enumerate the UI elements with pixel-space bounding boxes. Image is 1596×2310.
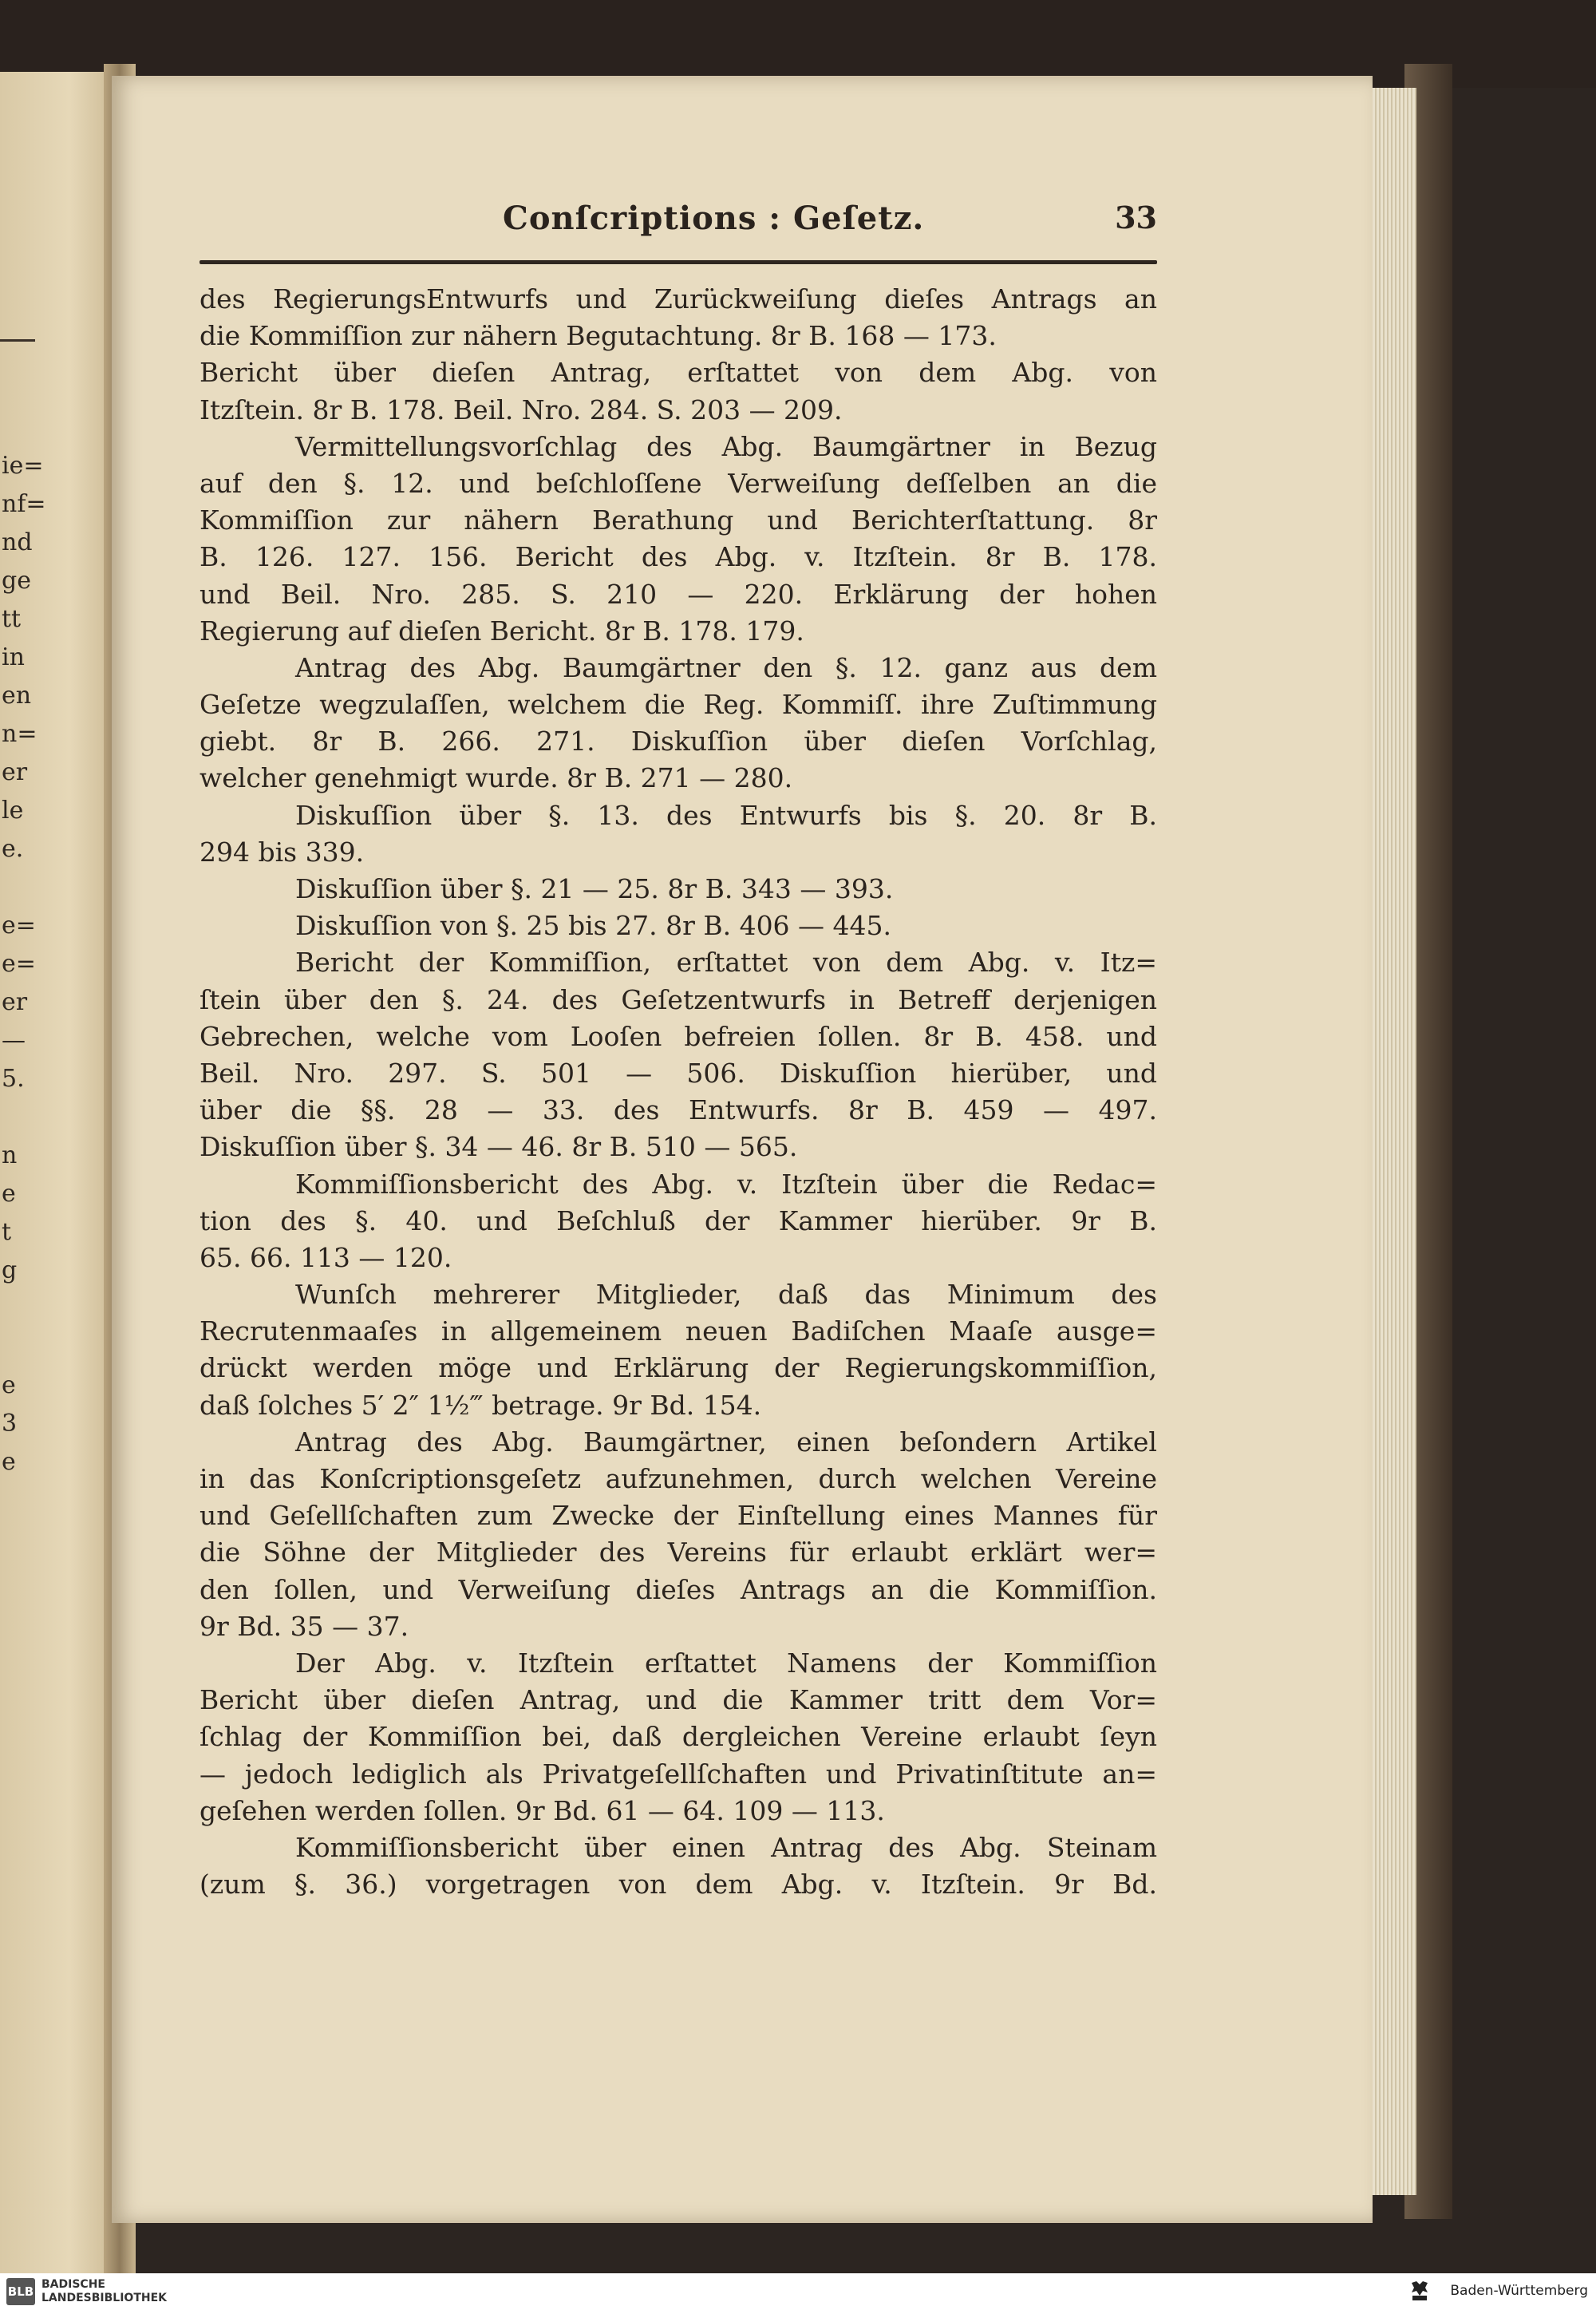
left-fragment: t [2,1218,12,1246]
footer-bar [0,2273,1596,2310]
text-line: giebt. 8r B. 266. 271. Diskuſſion über dieſen Vorſchlag, [200,726,1157,757]
left-fragment [0,1328,35,1367]
running-title: Conſcriptions : Geſetz. [503,200,925,237]
state-label: Baden-Württemberg [1450,2283,1588,2299]
text-line: Recrutenmaaſes in allgemeinem neuen Badiſchen Maaſe ausge= [200,1315,1157,1347]
left-fragment: g [2,1256,18,1284]
text-line: geſehen werden ſollen. 9r Bd. 61 — 64. 109 — 113. [200,1794,885,1826]
text-line: Bericht der Kommiſſion, erſtattet von dem Abg. v. Itz= [295,947,1157,979]
text-line: tion des §. 40. und Beſchluß der Kammer hierüber. 9r B. [200,1204,1157,1236]
left-fragment: nf= [2,490,46,518]
text-line: den ſollen, und Verweiſung dieſes Antrags an die Kommiſſion. [200,1573,1157,1605]
text-line: Diskuſſion über §. 21 — 25. 8r B. 343 — 393. [295,873,894,904]
left-fragment: e [2,1180,16,1208]
state-emblem-icon [1409,2280,1430,2302]
left-fragment: e [2,1448,16,1476]
left-fragment: n= [2,720,38,748]
text-line: Wunſch mehrerer Mitglieder, daß das Minimum des [295,1279,1157,1311]
library-name-line-2: LANDESBIBLIOTHEK [41,2292,168,2304]
text-line: welcher genehmigt wurde. 8r B. 271 — 280. [200,762,793,794]
text-line: Vermittellungsvorſchlag des Abg. Baumgärtner in Bezug [295,430,1157,462]
left-fragment [0,1098,35,1137]
text-line: auf den §. 12. und beſchloſſene Verweiſung deſſelben an die [200,467,1157,499]
text-line: Diskuſſion von §. 25 bis 27. 8r B. 406 — 445. [295,910,892,942]
text-line: Beil. Nro. 297. S. 501 — 506. Diskuſſion hierüber, und [200,1057,1157,1089]
left-fragment: in [2,643,25,671]
text-line: Itzſtein. 8r B. 178. Beil. Nro. 284. S. 203 — 209. [200,394,843,425]
left-fragment: e. [2,835,24,863]
text-line: Diskuſſion über §. 13. des Entwurfs bis §. 20. 8r B. [295,799,1157,831]
text-line: Gebrechen, welche vom Looſen befreien ſollen. 8r B. 458. und [200,1020,1157,1052]
text-line: Antrag des Abg. Baumgärtner den §. 12. ganz aus dem [295,651,1157,683]
text-line: (zum §. 36.) vorgetragen von dem Abg. v. Itzſtein. 9r Bd. [200,1869,1157,1901]
left-fragment: ge [2,567,31,595]
left-fragment: 5. [2,1065,25,1093]
text-line: Antrag des Abg. Baumgärtner, einen beſondern Artikel [295,1426,1157,1458]
text-line: Diskuſſion über §. 34 — 46. 8r B. 510 — 565. [200,1131,798,1163]
left-fragment: le [2,797,24,825]
text-line: drückt werden möge und Erklärung der Regierungskommiſſion, [200,1352,1157,1384]
left-page-fragments [0,447,46,1481]
blb-logo: BLB [6,2278,35,2305]
text-line: Der Abg. v. Itzſtein erſtattet Namens der Kommiſſion [295,1647,1157,1679]
text-line: 294 bis 339. [200,836,365,868]
left-fragment: n [2,1141,18,1169]
page-number: 33 [1115,200,1157,235]
left-fragment: e= [2,912,36,939]
text-line: Geſetze wegzulaſſen, welchem die Reg. Kommiſſ. ihre Zuſtimmung [200,689,1157,721]
running-header [200,200,1157,247]
text-line: Bericht über dieſen Antrag, erſtattet von dem Abg. von [200,357,1157,389]
left-fragment: e= [2,950,36,978]
left-fragment: en [2,682,32,710]
text-line: und Beil. Nro. 285. S. 210 — 220. Erklärung der hohen [200,578,1157,610]
left-fragment: nd [2,528,33,556]
text-line: B. 126. 127. 156. Bericht des Abg. v. Itzſtein. 8r B. 178. [200,541,1157,573]
text-line: Kommiſſionsbericht über einen Antrag des Abg. Steinam [295,1831,1157,1863]
text-line: 65. 66. 113 — 120. [200,1241,452,1273]
text-line: die Kommiſſion zur nähern Begutachtung. 8r B. 168 — 173. [200,320,997,352]
library-name-line-1: BADISCHE [41,2278,105,2291]
left-fragment: ie= [2,452,44,480]
text-line: in das Konſcriptionsgeſetz aufzunehmen, durch welchen Vereine [200,1463,1157,1494]
text-line: daß ſolches 5′ 2″ 1½‴ betrage. 9r Bd. 154. [200,1389,762,1421]
text-line: ſchlag der Kommiſſion bei, daß dergleichen Vereine erlaubt ſeyn [200,1721,1157,1753]
left-page [0,72,116,2273]
left-fragment: — [2,1026,26,1054]
body-text [200,281,1157,1903]
header-rule [200,260,1157,264]
text-line: über die §§. 28 — 33. des Entwurfs. 8r B. 459 — 497. [200,1094,1157,1126]
text-line: Kommiſſion zur nähern Berathung und Berichterſtattung. 8r [200,504,1157,536]
left-fragment: tt [2,605,22,633]
left-fragment [0,1290,35,1328]
left-fragment: er [2,758,28,786]
text-line: des RegierungsEntwurfs und Zurückweiſung dieſes Antrags an [200,283,1157,314]
text-line: ſtein über den §. 24. des Geſetzentwurfs in Betreff derjenigen [200,983,1157,1015]
left-fragment: 3 [2,1410,18,1438]
text-line: — jedoch lediglich als Privatgeſellſchaften und Privatinſtitute an= [200,1758,1157,1790]
left-fragment [0,868,35,907]
library-name [41,2278,167,2305]
text-line: und Geſellſchaften zum Zwecke der Einſtellung eines Mannes für [200,1500,1157,1532]
left-fragment: e [2,1371,16,1399]
book-board [0,0,1596,88]
text-line: die Söhne der Mitglieder des Vereins für erlaubt erklärt wer= [200,1537,1157,1568]
text-line: 9r Bd. 35 — 37. [200,1610,409,1642]
text-line: Kommiſſionsbericht des Abg. v. Itzſtein über die Redac= [295,1168,1157,1200]
text-line: Regierung auf dieſen Bericht. 8r B. 178. 179. [200,615,804,647]
left-page-rule [0,339,35,342]
text-line: Bericht über dieſen Antrag, und die Kammer tritt dem Vor= [200,1684,1157,1716]
left-fragment: er [2,988,28,1016]
